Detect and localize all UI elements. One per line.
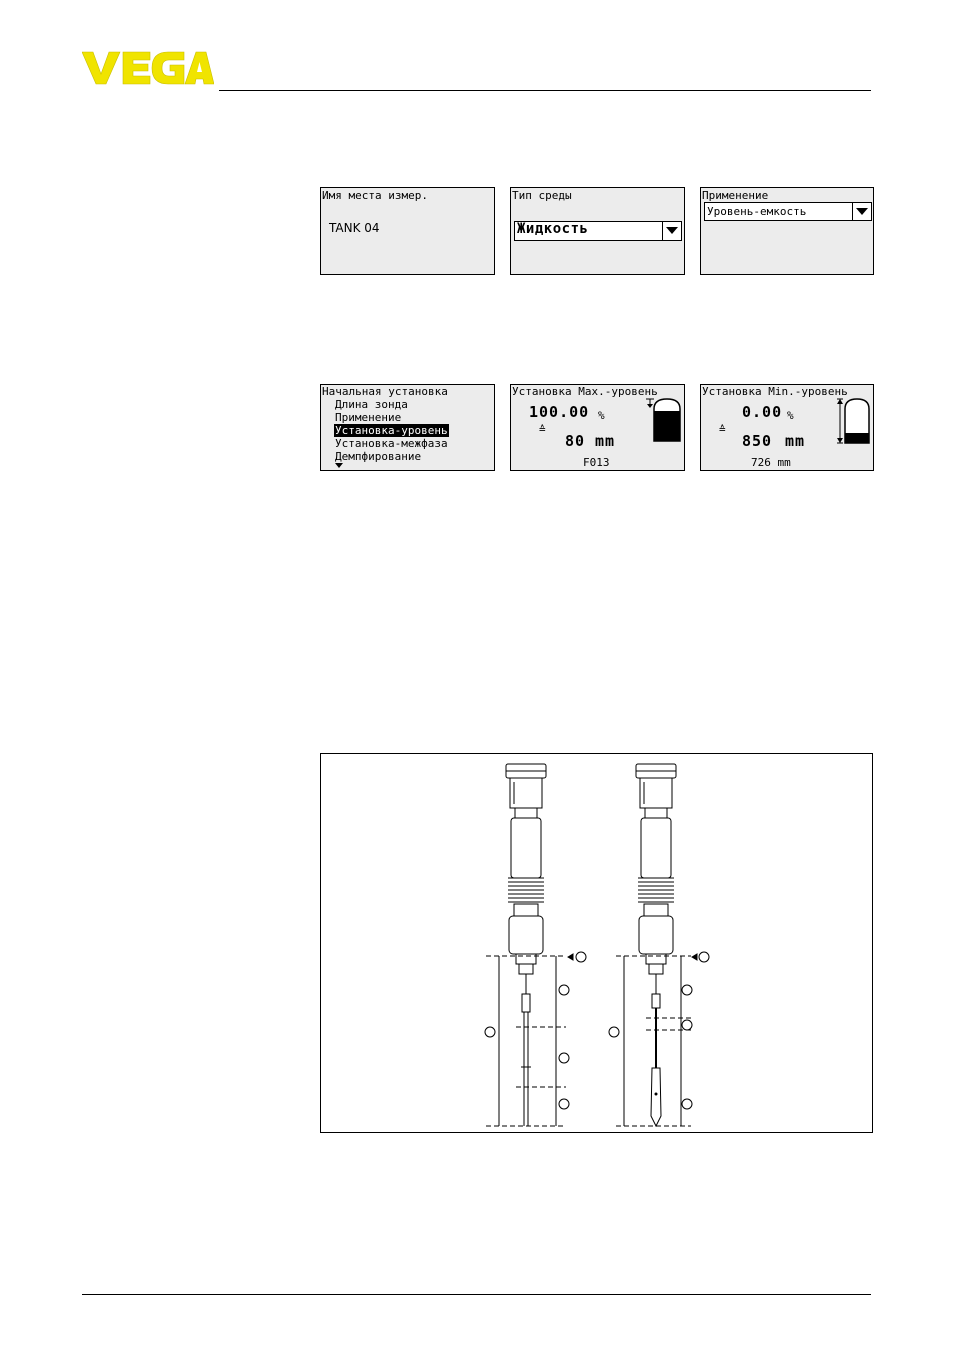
probe-drawing: [321, 754, 874, 1134]
lcd-max-adjust: [510, 384, 685, 471]
medium-selected: Жидкость: [517, 221, 589, 237]
tank-full-icon: [646, 397, 682, 446]
probe-dimension-figure: [320, 753, 873, 1133]
min-measured: 726 mm: [751, 456, 791, 469]
tank-empty-icon: [837, 397, 871, 448]
max-percent: 100.00: [529, 403, 590, 421]
scroll-down-icon[interactable]: [335, 463, 343, 468]
menu-item[interactable]: Длина зонда: [335, 398, 408, 411]
max-distance-unit: mm: [595, 432, 616, 450]
lcd-title: Тип среды: [512, 189, 572, 202]
application-select[interactable]: [704, 202, 872, 221]
lcd-min-adjust: [700, 384, 874, 471]
application-selected: Уровень-емкость: [707, 205, 807, 218]
max-percent-unit: %: [598, 409, 605, 422]
lcd-application: [700, 187, 874, 275]
chevron-down-icon[interactable]: [662, 222, 681, 240]
probe-cable-version: [636, 764, 676, 1126]
min-percent-unit: %: [787, 409, 794, 422]
header-rule: [219, 90, 871, 91]
min-distance-unit: mm: [785, 432, 806, 450]
menu-item[interactable]: Установка-межфаза: [335, 437, 448, 450]
min-percent: 0.00: [742, 403, 783, 421]
lcd-medium: [510, 187, 685, 275]
equiv-sign: ≙: [719, 423, 726, 436]
lcd-title: Установка Min.-уровень: [702, 385, 848, 398]
equiv-sign: ≙: [539, 423, 546, 436]
medium-select[interactable]: [514, 221, 682, 241]
vega-logo: [82, 50, 214, 86]
lcd-meas-name: [320, 187, 495, 275]
probe-rod-version: [506, 764, 546, 1126]
max-code: F013: [583, 456, 610, 469]
lcd-menu: [320, 384, 495, 471]
max-distance: 80: [565, 432, 586, 450]
menu-item[interactable]: Применение: [335, 411, 402, 424]
footer-rule: [82, 1294, 871, 1295]
lcd-title: Установка Max.-уровень: [512, 385, 658, 398]
menu-item-selected[interactable]: Установка-уровень: [335, 424, 448, 437]
chevron-down-icon[interactable]: [852, 203, 871, 220]
min-distance: 850: [742, 432, 773, 450]
lcd-title: Применение: [702, 189, 769, 202]
lcd-title: Начальная установка: [322, 385, 448, 398]
menu-item[interactable]: Демпфирование: [335, 450, 422, 463]
meas-name-value: TANK 04: [329, 221, 380, 235]
lcd-title: Имя места измер.: [322, 189, 428, 202]
